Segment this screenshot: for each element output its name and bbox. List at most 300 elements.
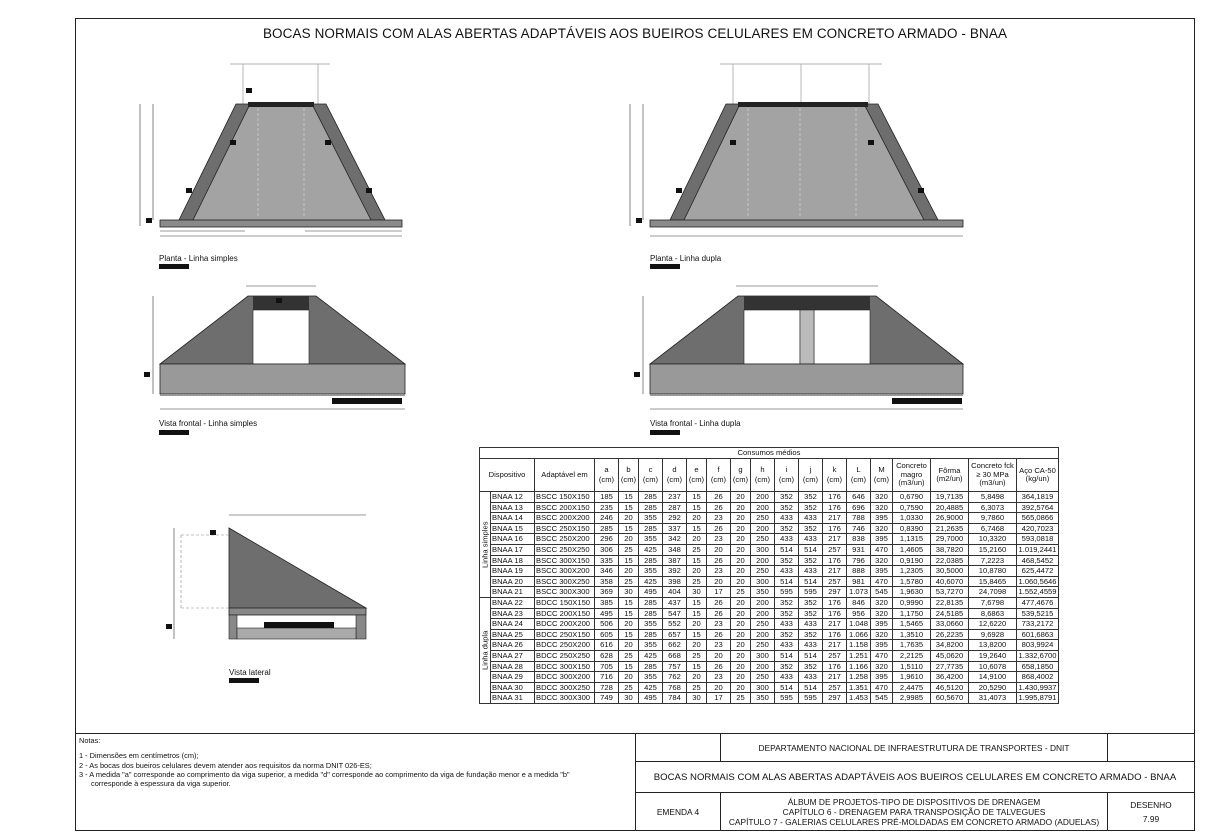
table-cell: 733,2172 xyxy=(1017,619,1059,630)
table-cell: 9,6928 xyxy=(969,629,1017,640)
table-cell: 348 xyxy=(663,544,687,555)
table-cell: 350 xyxy=(751,693,775,704)
row-group-label: Linha simples xyxy=(480,492,491,598)
titleblock-title: BOCAS NORMAIS COM ALAS ABERTAS ADAPTÁVEIS AOS BUEIROS CELULARES EM CONCRETO ARMADO - BNAA xyxy=(635,761,1195,793)
table-cell: 514 xyxy=(799,544,823,555)
table-cell: BNAA 19 xyxy=(491,566,535,577)
table-cell: 342 xyxy=(663,534,687,545)
table-body xyxy=(480,492,1059,704)
table-cell: 13,8200 xyxy=(969,640,1017,651)
table-cell: 15 xyxy=(619,661,639,672)
header-dim-l xyxy=(847,459,871,492)
table-row xyxy=(480,502,1059,513)
table-cell: BDCC 250X250 xyxy=(535,650,595,661)
header-unit: (cm) xyxy=(710,475,727,484)
header-letter: b xyxy=(626,465,631,474)
table-cell: 257 xyxy=(823,576,847,587)
header-unit: (cm) xyxy=(688,475,705,484)
table-cell: 20 xyxy=(619,566,639,577)
table-cell: 2,2125 xyxy=(893,650,931,661)
table-cell: 20 xyxy=(687,534,707,545)
table-cell: 20 xyxy=(731,661,751,672)
header-unit: (cm) xyxy=(754,475,771,484)
table-cell: 176 xyxy=(823,629,847,640)
table-cell: 25 xyxy=(731,587,751,598)
table-cell: BDCC 250X200 xyxy=(535,640,595,651)
caption-plan-double: Planta - Linha dupla xyxy=(650,254,722,263)
caption-lateral: Vista lateral xyxy=(229,668,271,677)
table-cell: 176 xyxy=(823,523,847,534)
table-row xyxy=(480,693,1059,704)
table-cell: 1.048 xyxy=(847,619,871,630)
table-cell: 20 xyxy=(707,682,731,693)
note-2: 2 - As bocas dos bueiros celulares devem atender aos requisitos da norma DNIT 026-ES; xyxy=(79,760,372,770)
table-row xyxy=(480,534,1059,545)
table-cell: 15,8465 xyxy=(969,576,1017,587)
table-cell: 26 xyxy=(707,661,731,672)
table-cell: 285 xyxy=(639,608,663,619)
table-cell: 20 xyxy=(731,544,751,555)
table-cell: 25 xyxy=(619,650,639,661)
table-cell: 22,0385 xyxy=(931,555,969,566)
header-dim-c xyxy=(639,459,663,492)
table-cell: 20,5290 xyxy=(969,682,1017,693)
table-cell: 628 xyxy=(595,650,619,661)
table-cell: 23 xyxy=(707,672,731,683)
table-cell: 176 xyxy=(823,597,847,608)
table-cell: BSCC 300X200 xyxy=(535,566,595,577)
table-cell: 200 xyxy=(751,597,775,608)
titleblock-logo-cell xyxy=(635,733,721,762)
table-cell: 20 xyxy=(731,555,751,566)
table-cell: 17 xyxy=(707,587,731,598)
table-cell: 25 xyxy=(687,650,707,661)
table-cell: 395 xyxy=(871,619,893,630)
table-cell: 433 xyxy=(799,672,823,683)
header-concreto-magro: Concreto magro (m3/un) xyxy=(893,459,931,492)
table-cell: 38,7820 xyxy=(931,544,969,555)
table-cell: 931 xyxy=(847,544,871,555)
titleblock-emenda: EMENDA 4 xyxy=(635,792,721,831)
table-cell: 15 xyxy=(687,555,707,566)
header-unit: (cm) xyxy=(598,475,615,484)
table-cell: 395 xyxy=(871,566,893,577)
header-dim-j xyxy=(799,459,823,492)
table-cell: 176 xyxy=(823,661,847,672)
table-cell: BDCC 250X150 xyxy=(535,629,595,640)
table-cell: 20 xyxy=(687,619,707,630)
table-cell: 470 xyxy=(871,682,893,693)
table-cell: 784 xyxy=(663,693,687,704)
table-cell: 595 xyxy=(775,587,799,598)
table-cell: BNAA 30 xyxy=(491,682,535,693)
table-cell: 355 xyxy=(639,566,663,577)
table-cell: 200 xyxy=(751,523,775,534)
table-cell: 355 xyxy=(639,619,663,630)
table-cell: 385 xyxy=(595,597,619,608)
table-cell: 514 xyxy=(775,650,799,661)
table-cell: 200 xyxy=(751,492,775,503)
header-unit: (cm) xyxy=(666,475,683,484)
table-cell: 545 xyxy=(871,587,893,598)
table-cell: 404 xyxy=(663,587,687,598)
table-cell: 1,5780 xyxy=(893,576,931,587)
table-cell: 355 xyxy=(639,534,663,545)
table-cell: 1.158 xyxy=(847,640,871,651)
table-group-header: Consumos médios xyxy=(480,448,1059,459)
table-cell: 320 xyxy=(871,661,893,672)
table-cell: 297 xyxy=(823,587,847,598)
table-cell: 437 xyxy=(663,597,687,608)
table-cell: 235 xyxy=(595,502,619,513)
table-cell: 956 xyxy=(847,608,871,619)
table-cell: 352 xyxy=(775,597,799,608)
header-letter: f xyxy=(717,465,720,474)
table-cell: 1,3510 xyxy=(893,629,931,640)
table-cell: 506 xyxy=(595,619,619,630)
table-cell: 352 xyxy=(799,629,823,640)
table-cell: 26 xyxy=(707,523,731,534)
table-cell: 350 xyxy=(751,587,775,598)
table-cell: 15 xyxy=(687,629,707,640)
table-cell: 20 xyxy=(731,640,751,651)
table-cell: 257 xyxy=(823,650,847,661)
header-dim-d xyxy=(663,459,687,492)
table-cell: 616 xyxy=(595,640,619,651)
table-cell: 433 xyxy=(775,534,799,545)
header-dim-i xyxy=(775,459,799,492)
table-cell: 24,5185 xyxy=(931,608,969,619)
table-cell: BSCC 200X150 xyxy=(535,502,595,513)
table-cell: 9,7860 xyxy=(969,513,1017,524)
table-cell: 10,6078 xyxy=(969,661,1017,672)
table-cell: 352 xyxy=(775,555,799,566)
table-cell: 237 xyxy=(663,492,687,503)
note-1: 1 - Dimensões em centímetros (cm); xyxy=(79,751,199,761)
table-cell: 320 xyxy=(871,555,893,566)
table-cell: 200 xyxy=(751,661,775,672)
table-cell: 395 xyxy=(871,672,893,683)
table-cell: 320 xyxy=(871,492,893,503)
table-cell: 285 xyxy=(639,502,663,513)
table-cell: BNAA 31 xyxy=(491,693,535,704)
table-cell: 1,4605 xyxy=(893,544,931,555)
table-header-row xyxy=(480,459,1059,492)
table-cell: 392 xyxy=(663,566,687,577)
table-cell: 21,2635 xyxy=(931,523,969,534)
table-cell: 176 xyxy=(823,608,847,619)
table-cell: 1.430,9937 xyxy=(1018,682,1057,692)
header-dim-e xyxy=(687,459,707,492)
table-cell: 1.251 xyxy=(847,650,871,661)
caption-bar xyxy=(650,264,680,269)
consumption-table xyxy=(479,447,1059,704)
table-cell: 757 xyxy=(663,661,687,672)
table-cell: 25 xyxy=(619,544,639,555)
table-cell: 26 xyxy=(707,629,731,640)
table-cell: BNAA 27 xyxy=(491,650,535,661)
table-cell: 217 xyxy=(823,672,847,683)
table-cell: 15 xyxy=(619,597,639,608)
table-cell: 1.060,5646 xyxy=(1018,576,1057,586)
table-cell: 23 xyxy=(707,566,731,577)
table-cell: BSCC 200X200 xyxy=(535,513,595,524)
table-cell: 20 xyxy=(687,672,707,683)
table-cell: 352 xyxy=(799,661,823,672)
table-cell: 433 xyxy=(775,566,799,577)
table-cell: BNAA 23 xyxy=(491,608,535,619)
header-unit: (cm) xyxy=(620,475,637,484)
table-row xyxy=(480,619,1059,630)
table-cell: 6,3073 xyxy=(969,502,1017,513)
table-cell: 257 xyxy=(823,544,847,555)
table-cell: 250 xyxy=(751,566,775,577)
table-row xyxy=(480,523,1059,534)
table-cell: 1,7635 xyxy=(893,640,931,651)
table-row xyxy=(480,587,1059,598)
table-cell: BDCC 300X250 xyxy=(535,682,595,693)
table-cell: 565,0866 xyxy=(1017,513,1059,524)
table-cell: 285 xyxy=(639,661,663,672)
table-cell: BNAA 17 xyxy=(491,544,535,555)
table-cell: 31,4073 xyxy=(969,693,1017,704)
table-cell: 22,8135 xyxy=(931,597,969,608)
header-dim-f xyxy=(707,459,731,492)
table-cell: 7,6798 xyxy=(969,597,1017,608)
table-cell: 20 xyxy=(707,544,731,555)
table-cell: 705 xyxy=(595,661,619,672)
table-cell: 25 xyxy=(687,544,707,555)
table-row xyxy=(480,597,1059,608)
table-cell: 514 xyxy=(799,576,823,587)
table-row xyxy=(480,672,1059,683)
table-cell: 358 xyxy=(595,576,619,587)
table-cell: BDCC 200X200 xyxy=(535,619,595,630)
table-cell: 20 xyxy=(731,608,751,619)
table-cell: 433 xyxy=(775,672,799,683)
table-cell: 20 xyxy=(731,492,751,503)
table-cell: 595 xyxy=(799,587,823,598)
table-cell: 352 xyxy=(775,502,799,513)
table-cell: 552 xyxy=(663,619,687,630)
titleblock-logo-cell xyxy=(1107,733,1195,762)
table-cell: 25 xyxy=(731,693,751,704)
table-cell: 26 xyxy=(707,597,731,608)
table-cell: 658,1850 xyxy=(1017,661,1059,672)
table-cell: 788 xyxy=(847,513,871,524)
table-cell: 477,4676 xyxy=(1017,597,1059,608)
table-cell: 352 xyxy=(799,555,823,566)
header-letter: M xyxy=(878,465,885,474)
table-cell: 433 xyxy=(775,513,799,524)
table-cell: 26 xyxy=(707,492,731,503)
table-cell: 20 xyxy=(731,619,751,630)
table-cell: 355 xyxy=(639,640,663,651)
header-dim-a xyxy=(595,459,619,492)
table-cell: 176 xyxy=(823,502,847,513)
table-cell: 387 xyxy=(663,555,687,566)
table-cell: 352 xyxy=(775,661,799,672)
table-cell: 285 xyxy=(595,523,619,534)
table-cell: 547 xyxy=(663,608,687,619)
table-cell: 25 xyxy=(619,682,639,693)
table-cell: 1.073 xyxy=(847,587,871,598)
table-cell: 33,0660 xyxy=(931,619,969,630)
table-cell: 352 xyxy=(799,492,823,503)
table-row xyxy=(480,576,1059,587)
table-cell: 1,0330 xyxy=(893,513,931,524)
table-cell: 346 xyxy=(595,566,619,577)
row-group-label: Linha dupla xyxy=(480,597,491,703)
table-row xyxy=(480,640,1059,651)
table-cell: 868,4002 xyxy=(1017,672,1059,683)
table-cell: 20 xyxy=(731,534,751,545)
table-row xyxy=(480,566,1059,577)
table-cell: 514 xyxy=(775,576,799,587)
table-cell: 433 xyxy=(799,640,823,651)
table-cell: 1,1315 xyxy=(893,534,931,545)
table-cell: 593,0818 xyxy=(1017,534,1059,545)
header-letter: h xyxy=(760,465,765,474)
table-cell: BSCC 250X150 xyxy=(535,523,595,534)
table-cell: 433 xyxy=(775,640,799,651)
table-cell: 352 xyxy=(775,608,799,619)
table-cell: 425 xyxy=(639,576,663,587)
table-cell: 12,6220 xyxy=(969,619,1017,630)
table-cell: 26 xyxy=(707,502,731,513)
table-cell: 292 xyxy=(663,513,687,524)
table-cell: 20 xyxy=(707,576,731,587)
note-3: 3 - A medida "a" corresponde ao comprimento da viga superior, a medida "d" corresponde ao comprimento da viga de fundação menor e a medida "b" xyxy=(79,769,570,779)
table-cell: 1.166 xyxy=(847,661,871,672)
table-cell: 392,5764 xyxy=(1017,502,1059,513)
table-cell: 355 xyxy=(639,513,663,524)
table-cell: 1.552,4559 xyxy=(1018,587,1057,597)
table-cell: 425 xyxy=(639,650,663,661)
table-cell: 2,4475 xyxy=(893,682,931,693)
table-cell: 26,2235 xyxy=(931,629,969,640)
table-cell: 200 xyxy=(751,629,775,640)
header-unit: (cm) xyxy=(778,475,795,484)
table-cell: 1,2305 xyxy=(893,566,931,577)
album-line-2: CAPÍTULO 6 - DRENAGEM PARA TRANSPOSIÇÃO DE TALVEGUES xyxy=(782,806,1046,817)
table-cell: 395 xyxy=(871,513,893,524)
header-dim-g xyxy=(731,459,751,492)
note-3-continued: corresponde à espessura da viga superior. xyxy=(91,779,231,789)
caption-bar xyxy=(159,264,189,269)
table-cell: 0,9190 xyxy=(893,555,931,566)
table-cell: BNAA 14 xyxy=(491,513,535,524)
header-dim-m xyxy=(871,459,893,492)
table-cell: 20 xyxy=(687,566,707,577)
table-cell: 320 xyxy=(871,502,893,513)
table-cell: 0,7590 xyxy=(893,502,931,513)
header-letter: a xyxy=(604,465,609,474)
table-cell: 5,8498 xyxy=(969,492,1017,503)
desenho-label: DESENHO xyxy=(1130,799,1172,810)
table-cell: 1.332,6700 xyxy=(1018,650,1057,660)
caption-front-double: Vista frontal - Linha dupla xyxy=(650,419,741,428)
table-cell: 1.995,8791 xyxy=(1018,693,1057,703)
table-cell: 662 xyxy=(663,640,687,651)
header-dim-h xyxy=(751,459,775,492)
table-cell: 433 xyxy=(799,513,823,524)
table-cell: 15 xyxy=(619,629,639,640)
table-cell: 20 xyxy=(731,629,751,640)
table-row xyxy=(480,629,1059,640)
table-cell: 470 xyxy=(871,576,893,587)
table-cell: 337 xyxy=(663,523,687,534)
table-cell: 433 xyxy=(799,619,823,630)
table-row xyxy=(480,650,1059,661)
table-cell: 728 xyxy=(595,682,619,693)
table-row xyxy=(480,608,1059,619)
table-cell: 30 xyxy=(687,587,707,598)
table-cell: 250 xyxy=(751,534,775,545)
table-cell: BSCC 150X150 xyxy=(535,492,595,503)
table-cell: 20 xyxy=(731,513,751,524)
table-cell: 306 xyxy=(595,544,619,555)
table-cell: 352 xyxy=(799,597,823,608)
header-unit: (cm) xyxy=(826,475,843,484)
table-cell: 433 xyxy=(799,534,823,545)
table-cell: 20 xyxy=(619,513,639,524)
table-cell: 20,4885 xyxy=(931,502,969,513)
table-row xyxy=(480,682,1059,693)
table-cell: 27,7735 xyxy=(931,661,969,672)
table-cell: 217 xyxy=(823,566,847,577)
table-cell: 846 xyxy=(847,597,871,608)
table-cell: 595 xyxy=(799,693,823,704)
table-cell: 545 xyxy=(871,693,893,704)
header-letter: k xyxy=(832,465,837,474)
table-cell: 285 xyxy=(639,555,663,566)
table-cell: 217 xyxy=(823,619,847,630)
table-cell: 30 xyxy=(619,587,639,598)
table-cell: 14,9100 xyxy=(969,672,1017,683)
table-cell: 26 xyxy=(707,555,731,566)
table-cell: 20 xyxy=(707,650,731,661)
table-cell: 352 xyxy=(799,523,823,534)
table-cell: BNAA 21 xyxy=(491,587,535,598)
table-cell: 888 xyxy=(847,566,871,577)
table-cell: 200 xyxy=(751,555,775,566)
table-cell: 398 xyxy=(663,576,687,587)
table-cell: 15 xyxy=(687,597,707,608)
table-cell: 19,2640 xyxy=(969,650,1017,661)
table-cell: 2,9985 xyxy=(893,693,931,704)
table-cell: 803,9924 xyxy=(1017,640,1059,651)
table-cell: 433 xyxy=(775,619,799,630)
table-cell: BSCC 300X250 xyxy=(535,576,595,587)
table-cell: 176 xyxy=(823,492,847,503)
table-cell: 20 xyxy=(619,640,639,651)
table-cell: 15,2160 xyxy=(969,544,1017,555)
header-letter: g xyxy=(738,465,743,474)
table-cell: BSCC 300X150 xyxy=(535,555,595,566)
titleblock-drawing-number xyxy=(1107,792,1195,831)
header-dim-k xyxy=(823,459,847,492)
table-cell: 0,6790 xyxy=(893,492,931,503)
table-cell: 1.351 xyxy=(847,682,871,693)
table-cell: 595 xyxy=(775,693,799,704)
table-cell: 1,9610 xyxy=(893,672,931,683)
table-cell: 364,1819 xyxy=(1017,492,1059,503)
lateral-drawing xyxy=(166,515,366,639)
table-cell: 15 xyxy=(619,502,639,513)
table-cell: 26 xyxy=(707,608,731,619)
table-cell: 53,7270 xyxy=(931,587,969,598)
